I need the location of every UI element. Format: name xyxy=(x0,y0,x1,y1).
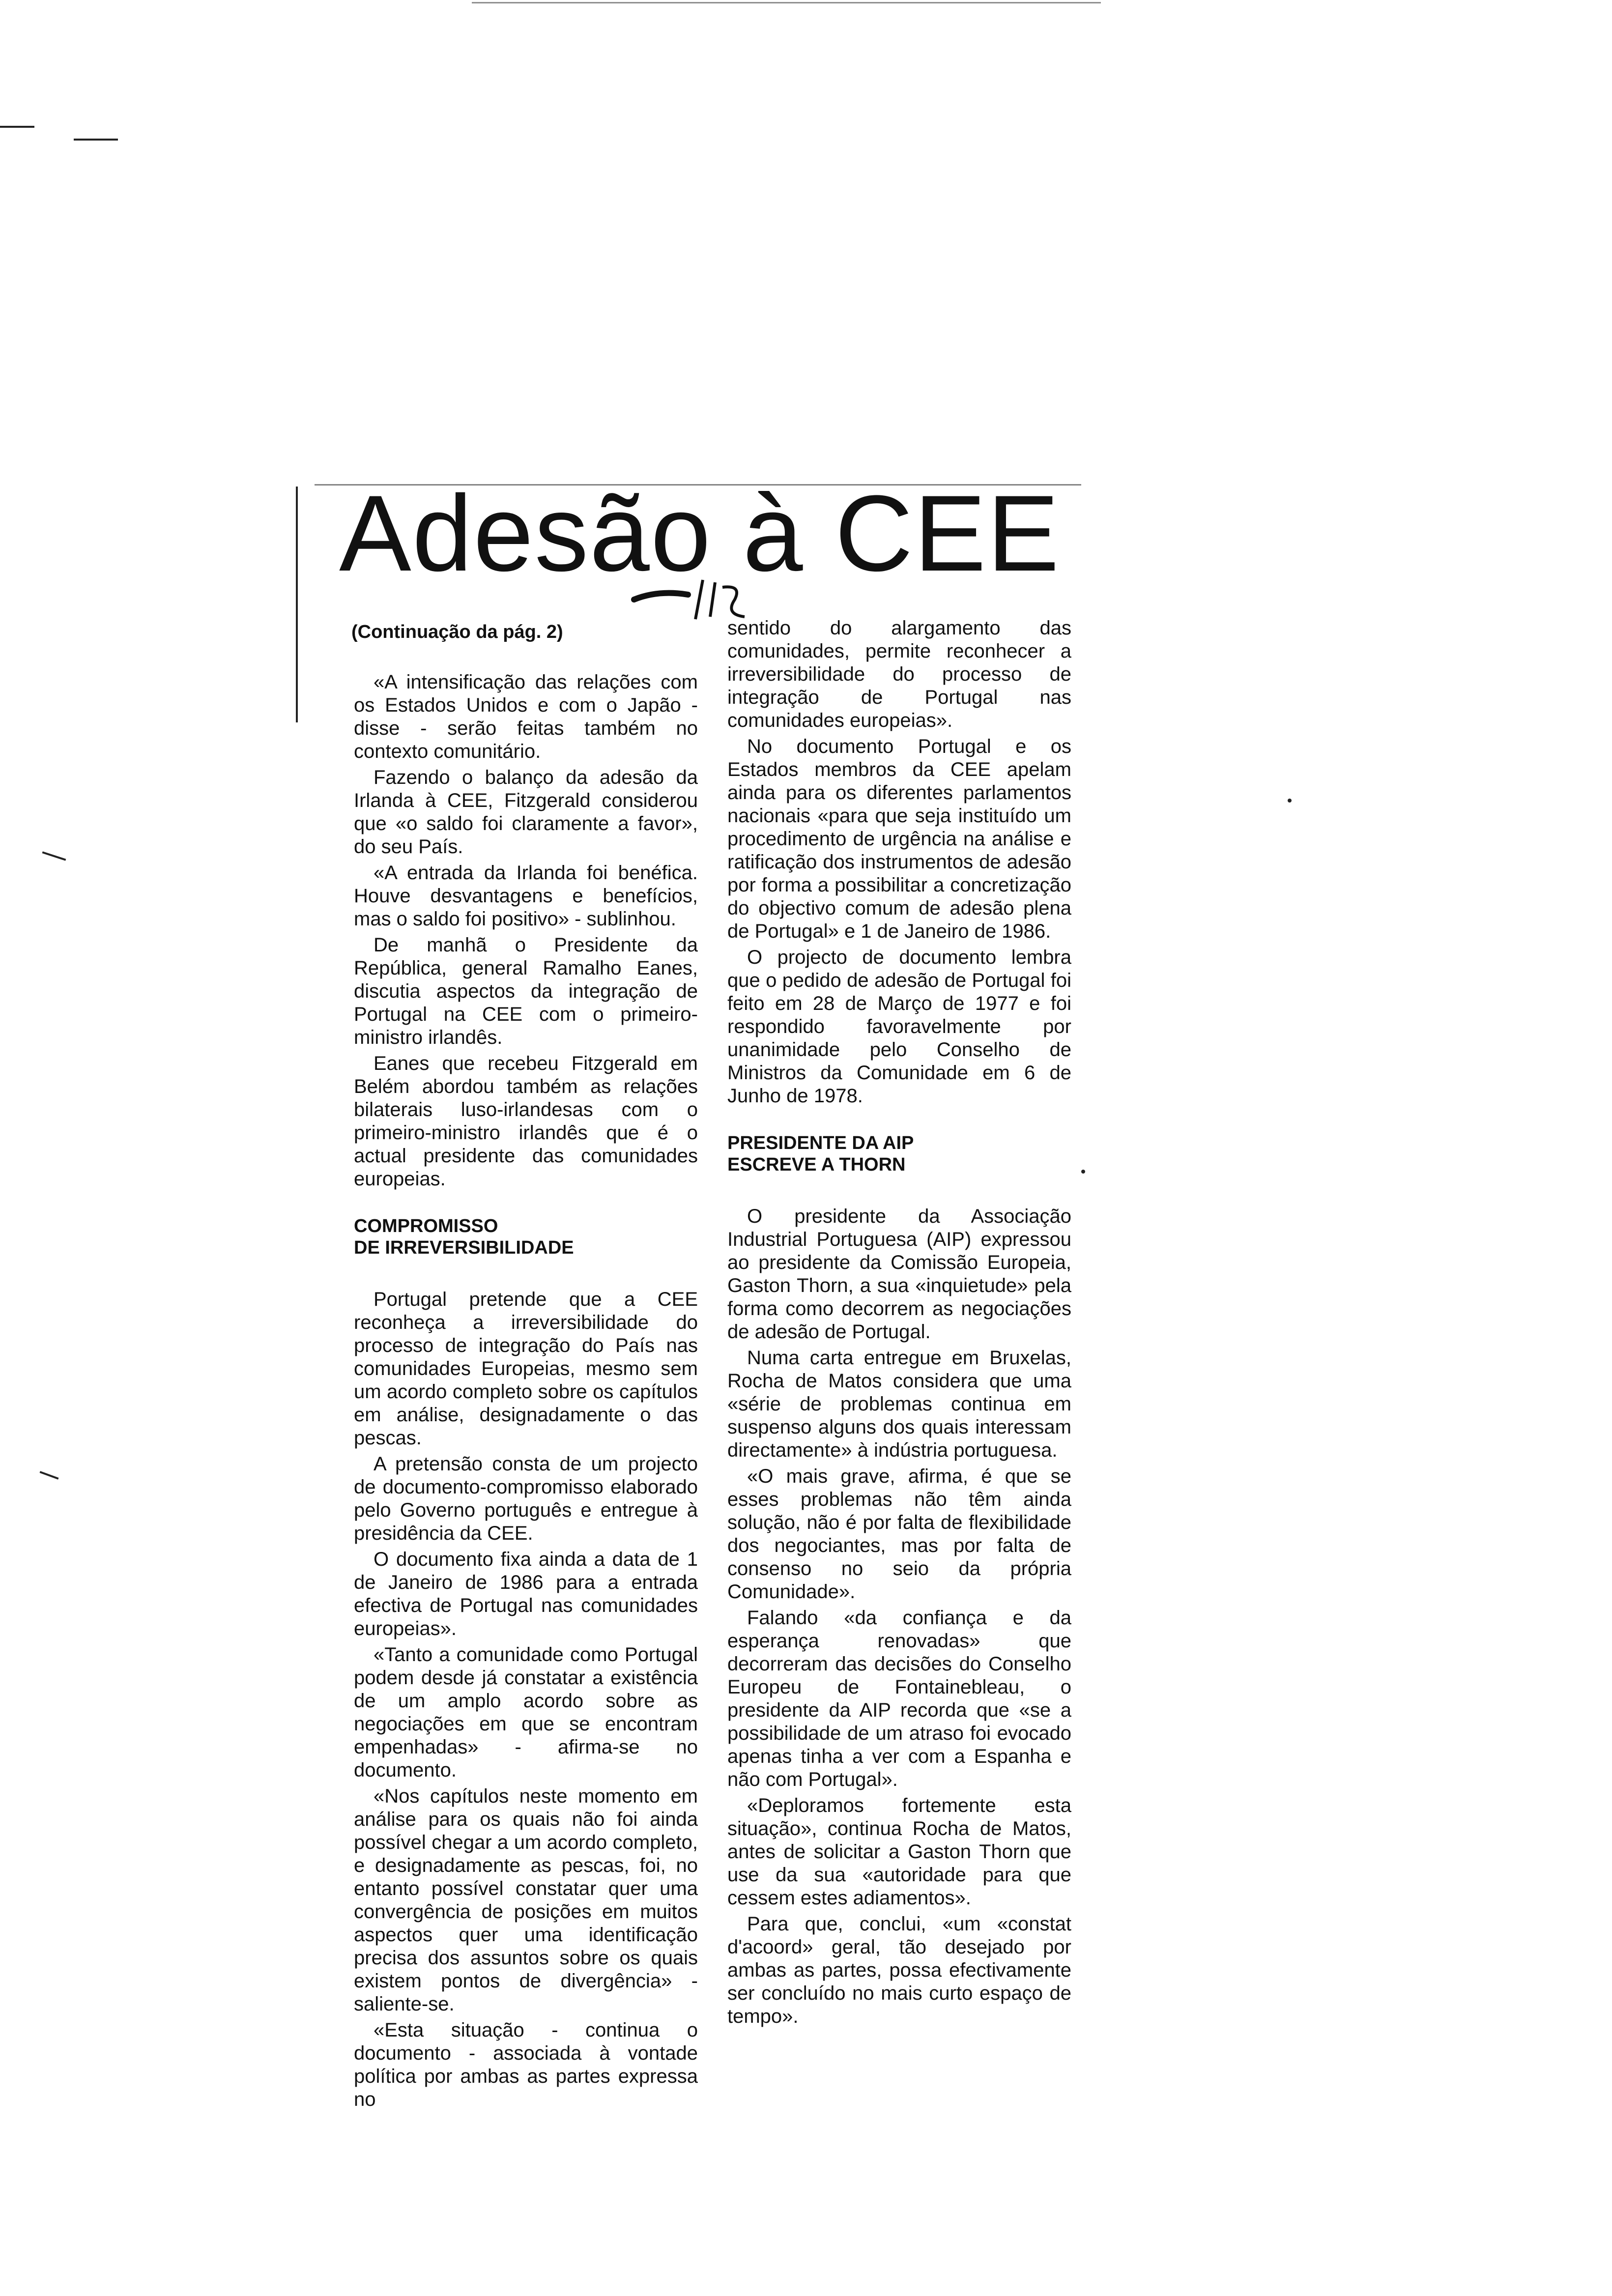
article-paragraph: «Esta situação - continua o documento - associada à vontade política por ambas as partes expressa no xyxy=(354,2019,698,2110)
scan-artifact-left-mark xyxy=(42,851,66,861)
left-column xyxy=(354,671,698,2114)
section-heading-line: ESCREVE A THORN xyxy=(727,1154,906,1175)
section-heading-line: COMPROMISSO xyxy=(354,1216,498,1236)
article-paragraph: «A entrada da Irlanda foi benéfica. Houve desvantagens e benefícios, mas o saldo foi positivo» - sublinhou. xyxy=(354,862,698,930)
article-paragraph: «A intensificação das relações com os Estados Unidos e com o Japão - disse - serão feitas também no contexto comunitário. xyxy=(354,671,698,762)
scan-artifact-top-line xyxy=(472,2,1101,3)
article-paragraph: sentido do alargamento das comunidades, permite reconhecer a irreversibilidade do processo de integração de Portugal nas comunidades europeias». xyxy=(727,617,1071,731)
scan-artifact-dot xyxy=(1288,799,1292,803)
article-paragraph: «Tanto a comunidade como Portugal podem desde já constatar a existência de um amplo acordo sobre as negociações em que se encontram empenhadas» - afirma-se no documento. xyxy=(354,1644,698,1781)
article-paragraph: Numa carta entregue em Bruxelas, Rocha de Matos considera que uma «série de problemas continua em suspenso alguns dos quais interessam directamente» à indústria portuguesa. xyxy=(727,1347,1071,1461)
article-paragraph: O documento fixa ainda a data de 1 de Janeiro de 1986 para a entrada efectiva de Portugal nas comunidades europeias». xyxy=(354,1549,698,1639)
right-column xyxy=(727,617,1071,2031)
article-paragraph: Eanes que recebeu Fitzgerald em Belém abordou também as relações bilaterais luso-irlandesas com o primeiro-ministro irlandês que é o actual presidente das comunidades europeias. xyxy=(354,1053,698,1190)
article-paragraph: Falando «da confiança e da esperança renovadas» que decorreram das decisões do Conselho Europeu de Fontainebleau, o presidente da AIP recorda que «se a possibilidade de um atraso foi evocado apenas tinha a ver com a Espanha e não com Portugal». xyxy=(727,1607,1071,1790)
article-paragraph: «O mais grave, afirma, é que se esses problemas não têm ainda solução, não é por falta de flexibilidade dos negociantes, mas por falta de consenso no seio da própria Comunidade». xyxy=(727,1465,1071,1603)
scan-artifact-dot xyxy=(1081,1170,1085,1174)
scan-artifact-left-mark xyxy=(74,139,118,141)
article-paragraph: Portugal pretende que a CEE reconheça a irreversibilidade do processo de integração do País nas comunidades Europeias, mesmo sem um acordo completo sobre os capítulos em análise, designadamente o das pescas. xyxy=(354,1289,698,1449)
section-heading-line: DE IRREVERSIBILIDADE xyxy=(354,1237,574,1258)
article-paragraph: Fazendo o balanço da adesão da Irlanda à CEE, Fitzgerald considerou que «o saldo foi claramente a favor», do seu País. xyxy=(354,767,698,858)
section-heading-aip xyxy=(727,1132,1071,1176)
article-paragraph: O projecto de documento lembra que o pedido de adesão de Portugal foi feito em 28 de Março de 1977 e foi respondido favoravelmente por unanimidade pelo Conselho de Ministros da Comunidade em 6 de Junho de 1978. xyxy=(727,947,1071,1107)
article-paragraph: «Nos capítulos neste momento em análise para os quais não foi ainda possível chegar a um acordo completo, e designadamente as pescas, foi, no entanto possível constatar quer uma convergência de posições em muitos aspectos quer uma identificação precisa dos assuntos sobre os quais existem pontos de divergência» - saliente-se. xyxy=(354,1785,698,2015)
article-paragraph: O presidente da Associação Industrial Portuguesa (AIP) expressou ao presidente da Comissão Europeia, Gaston Thorn, a sua «inquietude» pela forma como decorrem as negociações de adesão de Portugal. xyxy=(727,1205,1071,1343)
scan-artifact-left-mark xyxy=(0,126,34,128)
section-heading-compromisso xyxy=(354,1215,698,1259)
article-paragraph: «Deploramos fortemente esta situação», continua Rocha de Matos, antes de solicitar a Gaston Thorn que use da sua «autoridade para que cessem estes adiamentos». xyxy=(727,1795,1071,1909)
section-heading-line: PRESIDENTE DA AIP xyxy=(727,1133,914,1153)
article-paragraph: De manhã o Presidente da República, general Ramalho Eanes, discutia aspectos da integração de Portugal na CEE com o primeiro-ministro irlandês. xyxy=(354,934,698,1048)
article-paragraph: A pretensão consta de um projecto de documento-compromisso elaborado pelo Governo português e entregue à presidência da CEE. xyxy=(354,1453,698,1544)
article-paragraph: No documento Portugal e os Estados membros da CEE apelam ainda para os diferentes parlamentos nacionais «para que seja instituído um procedimento de urgência na análise e ratificação dos instrumentos de adesão por forma a possibilitar a concretização do objectivo comum de adesão plena de Portugal» e 1 de Janeiro de 1986. xyxy=(727,736,1071,942)
article-paragraph: Para que, conclui, «um «constat d'acoord» geral, tão desejado por ambas as partes, possa efectivamente ser concluído no mais curto espaço de tempo». xyxy=(727,1913,1071,2027)
clipping-left-edge xyxy=(296,487,298,722)
continuation-note: (Continuação da pág. 2) xyxy=(351,622,563,642)
scan-artifact-left-mark xyxy=(40,1471,59,1479)
headline: Adesão à CEE xyxy=(339,473,1061,594)
